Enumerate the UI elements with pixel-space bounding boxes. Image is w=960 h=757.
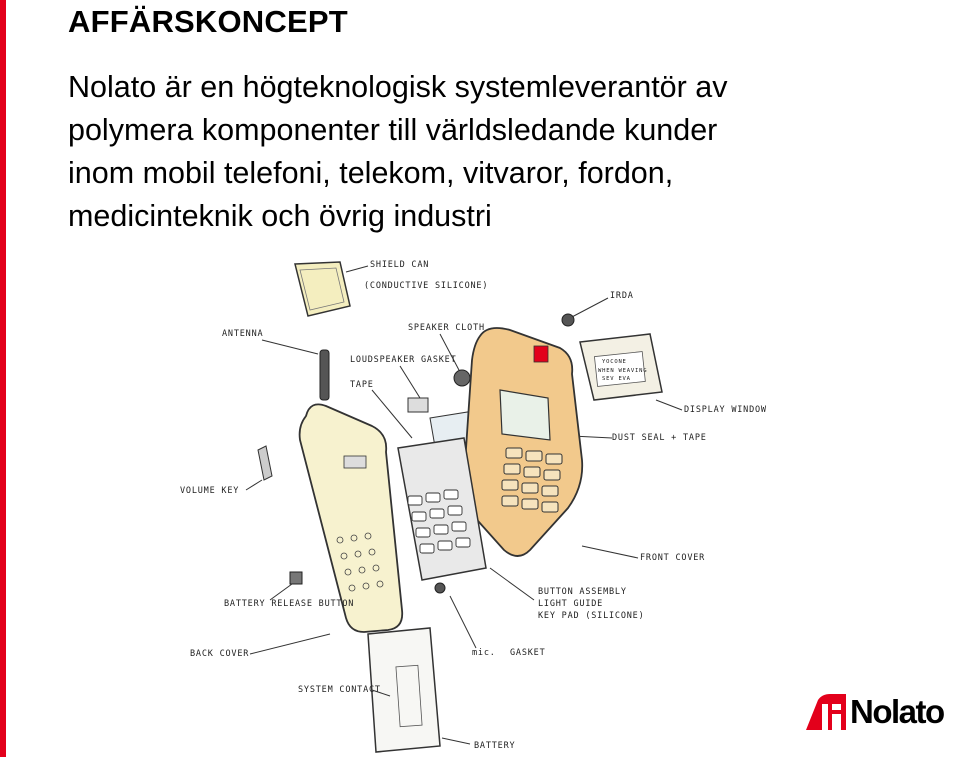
label-volume-key: VOLUME KEY	[180, 486, 240, 496]
exploded-phone-sketch	[150, 250, 830, 757]
shield-can-part	[295, 262, 350, 316]
label-loudspeaker-gasket: LOUDSPEAKER GASKET	[350, 355, 457, 365]
slide-body	[68, 66, 928, 238]
label-antenna: ANTENNA	[222, 329, 264, 339]
label-key-pad: KEY PAD (SILICONE)	[538, 611, 645, 621]
nolato-logo-mark	[806, 694, 846, 730]
display-text: YOCONE	[602, 359, 627, 365]
label-mic: mic.	[472, 648, 496, 658]
body-line: polymera komponenter till världsledande kunder	[68, 113, 718, 147]
label-tape: TAPE	[350, 380, 374, 390]
label-conductive-silicone: (CONDUCTIVE SILICONE)	[364, 281, 489, 291]
body-line: Nolato är en högteknologisk systemleverantör av	[68, 70, 728, 104]
label-speaker-cloth: SPEAKER CLOTH	[408, 323, 485, 333]
display-window-part	[580, 334, 662, 400]
antenna-part	[320, 350, 329, 400]
label-front-cover: FRONT COVER	[640, 553, 706, 563]
display-text: SEV EVA	[602, 376, 631, 382]
label-button-assembly: BUTTON ASSEMBLY	[538, 587, 627, 597]
left-accent-bar	[0, 0, 6, 757]
label-shield-can: SHIELD CAN	[370, 260, 430, 270]
body-line: inom mobil telefoni, telekom, vitvaror, fordon,	[68, 156, 674, 190]
label-battery-release-button: BATTERY RELEASE BUTTON	[224, 599, 355, 609]
label-light-guide: LIGHT GUIDE	[538, 599, 604, 609]
label-battery: BATTERY	[474, 741, 516, 751]
mic-part	[435, 583, 445, 593]
display-text: WHEN WEAVING	[598, 368, 648, 374]
irda-part	[562, 314, 574, 326]
label-system-contact: SYSTEM CONTACT	[298, 685, 381, 695]
label-display-window: DISPLAY WINDOW	[684, 405, 767, 415]
gasket-part	[408, 398, 428, 412]
label-back-cover: BACK COVER	[190, 649, 250, 659]
nolato-logo-text: Nolato	[850, 693, 944, 730]
battery-release-button-part	[290, 572, 302, 584]
volume-key-part	[258, 446, 272, 480]
label-dust-seal-tape: DUST SEAL + TAPE	[612, 433, 707, 443]
speaker-cloth-part	[454, 370, 470, 386]
label-gasket: GASKET	[510, 648, 546, 658]
body-line: medicinteknik och övrig industri	[68, 199, 492, 233]
back-cover-part	[300, 404, 403, 632]
label-irda: IRDA	[610, 291, 634, 301]
slide-title: AFFÄRSKONCEPT	[68, 4, 348, 39]
front-cover-part	[463, 328, 582, 556]
